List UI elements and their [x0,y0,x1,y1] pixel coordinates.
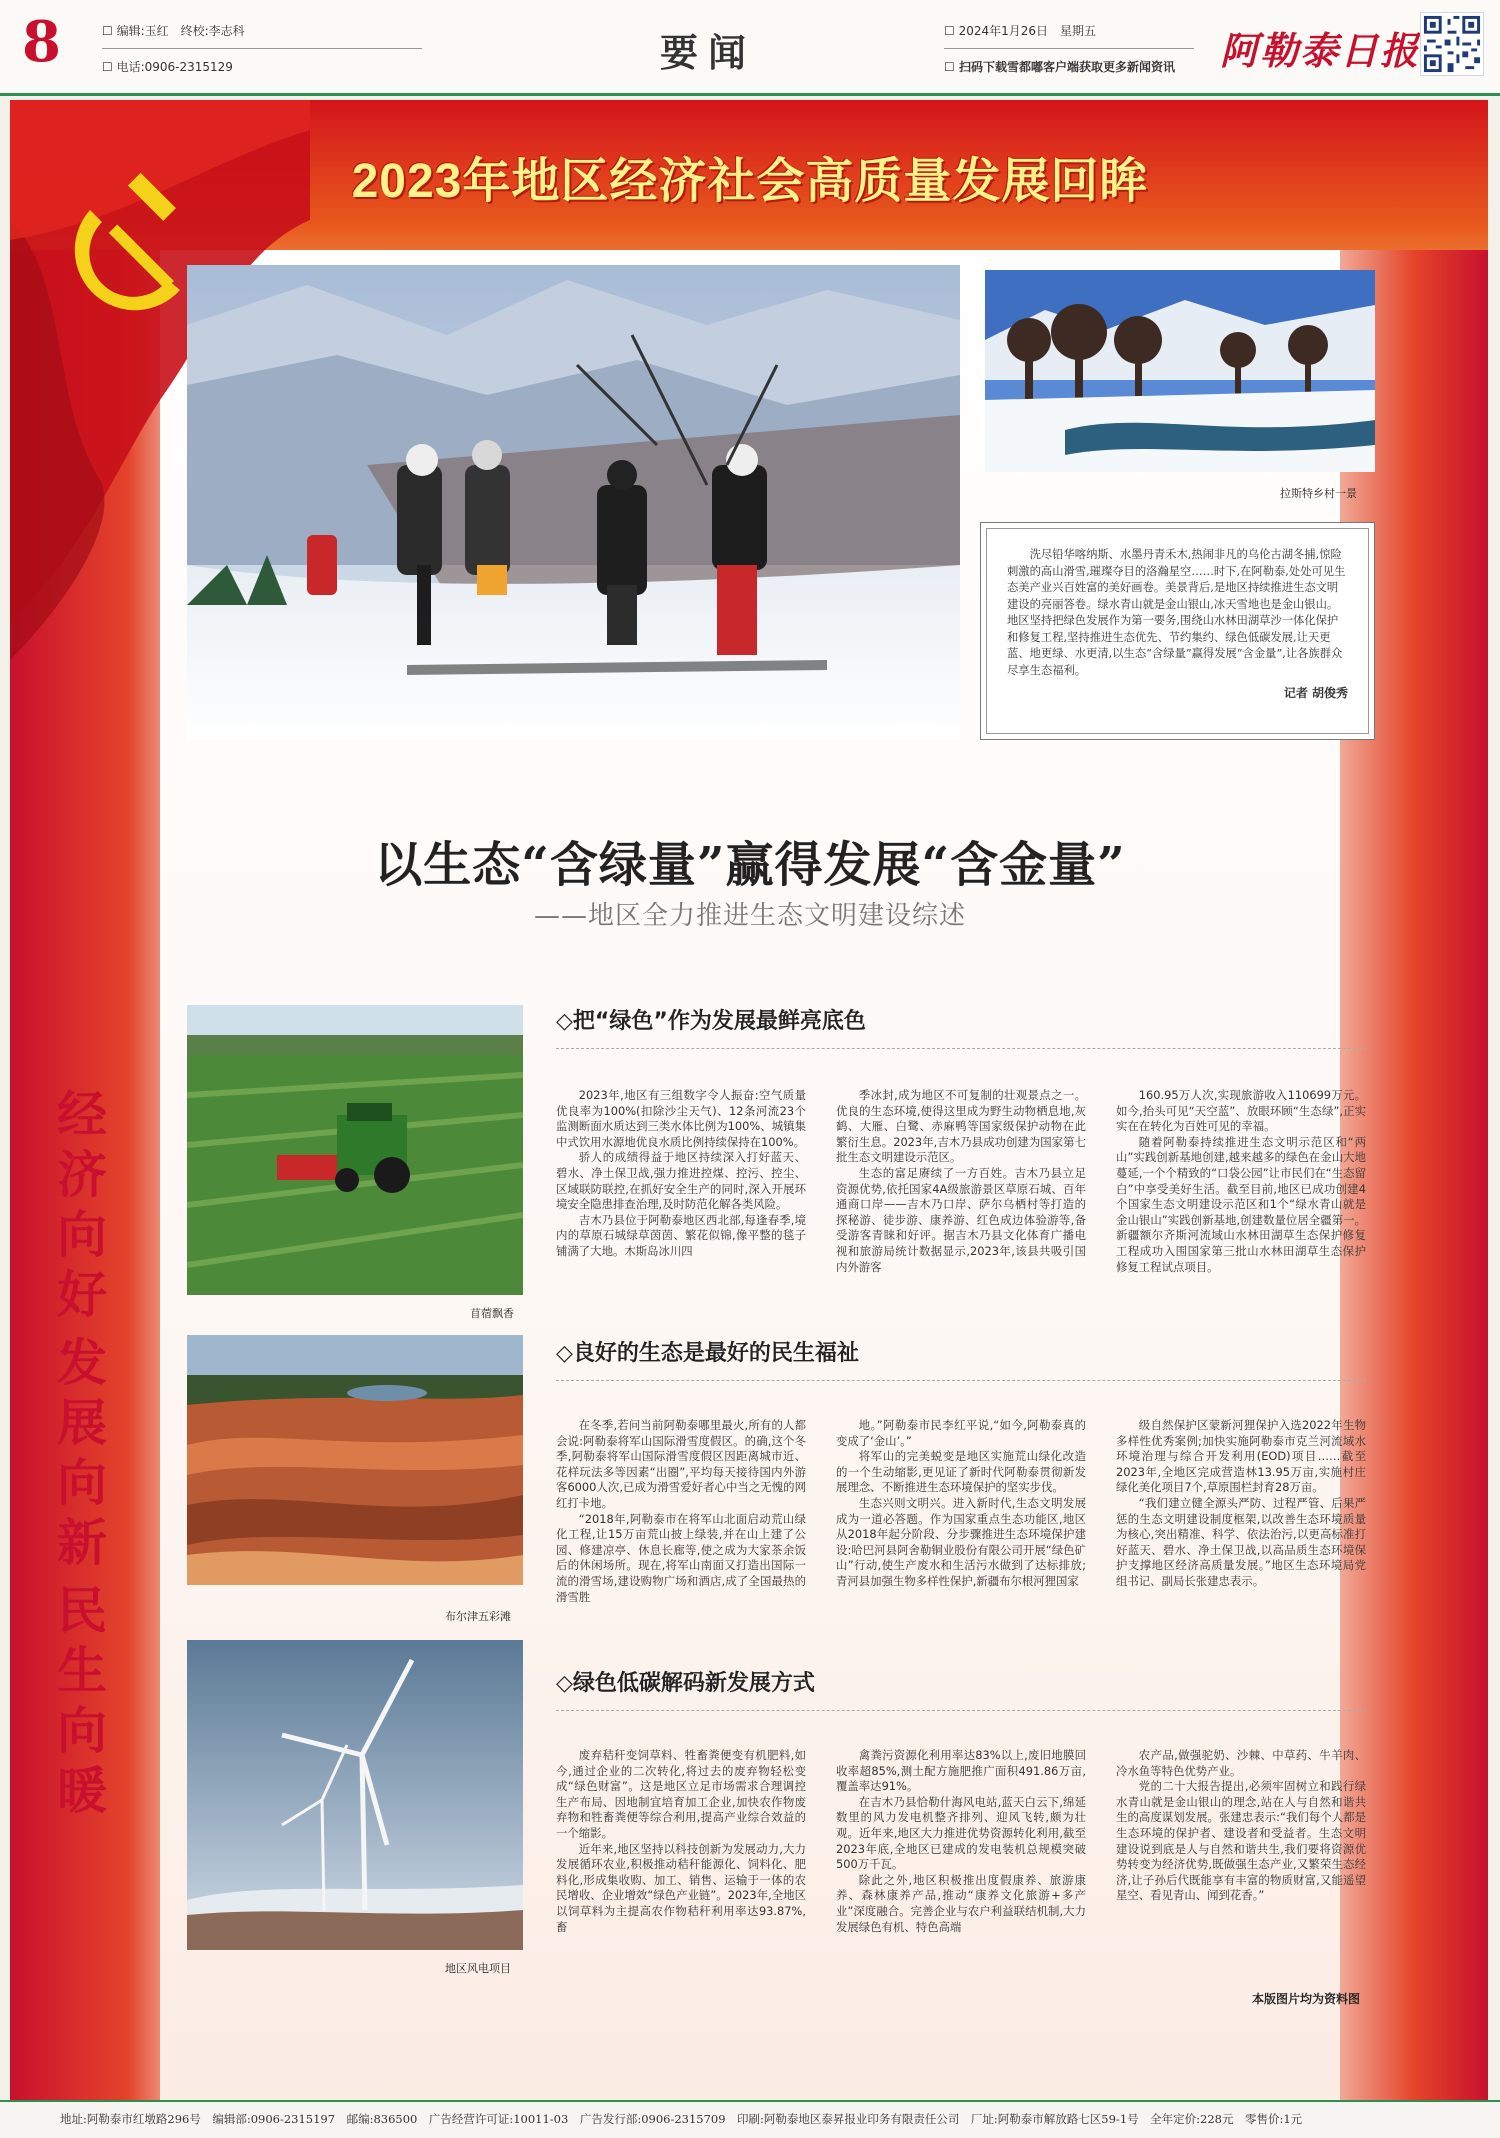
page-number: 8 [22,9,61,75]
section-3-column-2 [836,1748,1086,1973]
section-2-column-1 [556,1418,806,1643]
wind-farm-photo-caption: 地区风电项目 [445,1962,511,1975]
editor-phone: ☐ 电话:0906-2315129 [102,60,233,74]
ski-photo [187,265,960,740]
section-1-column-1 [556,1088,806,1298]
paragraph: 级自然保护区蒙新河狸保护入选2022年生物多样性优秀案例;加快实施阿勒泰市克兰河流域水环境治理与综合开发利用(EOD)项目……截至2023年,全地区完成营造林13.95万亩,实施村庄绿化美化项目7个,草原围栏封育28万亩。 [1116,1418,1366,1495]
app-promo[interactable]: ☐ 扫码下载雪都嘟客户端获取更多新闻资讯 [944,60,1175,74]
paragraph: 2023年,地区有三组数字令人振奋:空气质量优良率为100%(扣除沙尘天气)、12条河流23个监测断面水质达到三类水体比例为100%、城镇集中式饮用水源地优良水质比例持续保持在100%。 [556,1088,806,1149]
pasture-photo-caption: 苜蓿飘香 [470,1307,514,1320]
village-photo-caption: 拉斯特乡村一景 [1280,487,1357,500]
editor-info: ☐ 编辑:玉红 终校:李志科 [102,24,245,38]
intro-text: 洗尽铅华喀纳斯、水墨丹青禾木,热闹非凡的乌伦古湖冬捕,惊险刺激的高山滑雪,璀璨夺目的洛瀚星空……时下,在阿勒泰,处处可见生态美产业兴百姓富的美好画卷。美景背后,是地区持续推进生态文明建设的亮丽答卷。绿水青山就是金山银山,冰天雪地也是金山银山。地区坚持把绿色发展作为第一要务,围绕山水林田湖草沙一体化保护和修复工程,坚持推进生态优先、节约集约、绿色低碳发展,让天更蓝、地更绿、水更清,以生态“含绿量”赢得发展“含金量”,让各族群众尽享生态福利。 [1007,548,1346,677]
page-header [0,0,1500,96]
section-3-column-1 [556,1748,806,1973]
section-3-column-3 [1116,1748,1366,1973]
paragraph: 除此之外,地区积极推出度假康养、旅游康养、森林康养产品,推动“康养文化旅游+多产业”深度融合。完善企业与农户利益联结机制,大力发展绿色有机、特色高端 [836,1872,1086,1934]
paragraph: 骄人的成绩得益于地区持续深入打好蓝天、碧水、净土保卫战,强力推进控煤、控污、控尘、区域联防联控,在抓好安全生产的同时,深入开展环境安全隐患排查治理,及时防范化解各类风险。 [556,1150,806,1212]
colorful-beach-photo [187,1335,523,1585]
ski-photo-caption: 乐享滑雪 [890,726,934,739]
pasture-photo [187,1005,523,1295]
banner-title: 2023年地区经济社会高质量发展回眸 [351,155,1149,208]
paragraph: 季冰封,成为地区不可复制的壮观景点之一。优良的生态环境,使得这里成为野生动物栖息地,灰鹤、大雁、白鹭、赤麻鸭等国家级保护动物在此繁衍生息。2023年,吉木乃县成功创建为国家第七批生态文明建设示范区。 [836,1088,1086,1165]
section-title: 要闻 [660,30,757,75]
paragraph: 生态的富足赓续了一方百姓。吉木乃县立足资源优势,依托国家4A级旅游景区草原石城、百年通商口岸——吉木乃口岸、萨尔乌栖村等打造的探秘游、徒步游、康养游、红色成边体验游等,备受游客青睐和好评。据吉木乃县文化体育广播电视和旅游局统计数据显示,2023年,该县共吸引国内外游客 [836,1165,1086,1274]
paragraph: “我们建立健全源头严防、过程严管、后果严惩的生态文明建设制度框架,以改善生态环境质量为核心,突出精准、科学、依法治污,以更高标准打好蓝天、碧水、净土保卫战,以高品质生态环境保护支撑地区经济高质量发展。”地区生态环境局党组书记、副局长张建忠表示。 [1116,1495,1366,1588]
wind-farm-photo [187,1640,523,1950]
photo-credit: 本版图片均为资料图 [1252,1992,1361,2006]
paragraph: 禽粪污资源化利用率达83%以上,废旧地膜回收率超85%,测土配方施肥推广面积491.86万亩,覆盖率达91%。 [836,1748,1086,1794]
side-slogan: 经 济 向 好 发 展 向 新 民 生 向 暖 [57,1085,107,1820]
paragraph: 吉木乃县位于阿勒泰地区西北部,每逢春季,境内的草原石城绿草茵茵、繁花似锦,像平整的毯子铺满了大地。木斯岛冰川四 [556,1212,806,1258]
issue-date: ☐ 2024年1月26日 星期五 [944,24,1097,38]
intro-author: 记者 胡俊秀 [1283,686,1348,700]
page-footer: 地址:阿勒泰市红墩路296号 编辑部:0906-2315197 邮编:836500 广告经营许可证:10011-03 广告发行部:0906-2315709 印刷:阿勒泰地区泰昇报业印务有限责任公司 厂址:阿勒泰市解放路七区59-1号 全年定价:228元 零售价:1元 [0,2100,1500,2138]
section-heading-3: ◇绿色低碳解码新发展方式 [556,1671,815,1696]
paragraph: “2018年,阿勒泰市在将军山北面启动荒山绿化工程,让15万亩荒山披上绿装,并在山上建了公园、修建凉亭、休息长廊等,使之成为大家茶余饭后的休闲场所。现在,将军山南面又打造出国际一流的滑雪场,建设购物广场和酒店,成了全国最热的滑雪胜 [556,1511,806,1604]
paragraph: 160.95万人次,实现旅游收入110699万元。如今,抬头可见“天空蓝”、放眼环顾“生态绿”,正实实在在转化为百姓可见的幸福。 [1116,1088,1366,1134]
article-subheadline: ——地区全力推进生态文明建设综述 [533,901,966,931]
section-heading-2: ◇良好的生态是最好的民生福祉 [556,1341,859,1366]
section-1-column-2 [836,1088,1086,1298]
section-2-column-2 [836,1418,1086,1643]
section-1-column-3 [1116,1088,1366,1298]
intro-box [980,522,1375,740]
newspaper-logo: 阿勒泰日报 [1220,28,1421,73]
paragraph: 近年来,地区坚持以科技创新为发展动力,大力发展循环农业,积极推动秸秆能源化、饲料化、肥料化,形成集收购、加工、销售、运输于一体的农民增收、企业增效“绿色产业链”。2023年,全地区以饲草料为主提高农作物秸秆利用率达93.87%,畜 [556,1841,806,1934]
qr-code-icon[interactable] [1420,12,1484,76]
section-2-column-3 [1116,1418,1366,1643]
paragraph: 生态兴则文明兴。进入新时代,生态文明发展成为一道必答题。作为国家重点生态功能区,地区从2018年起分阶段、分步骤推进生态环境保护建设:哈巴河县阿舍勒铜业股份有限公司开展“绿色矿山”行动,使生产废水和生活污水做到了达标排放;青河县加强生物多样性保护,新疆布尔根河狸国家 [836,1495,1086,1588]
article-headline: 以生态“含绿量”赢得发展“含金量” [374,837,1126,893]
colorful-beach-photo-caption: 布尔津五彩滩 [445,1610,511,1623]
paragraph: 废弃秸秆变饲草料、牲畜粪便变有机肥料,如今,通过企业的二次转化,将过去的废弃物轻松变成“绿色财富”。这是地区立足市场需求合理调控生产布局、因地制宜培育加工企业,加快农作物废弃物和牲畜粪便等综合利用,提高产业综合效益的一个缩影。 [556,1748,806,1840]
paragraph: 党的二十大报告提出,必须牢固树立和践行绿水青山就是金山银山的理念,站在人与自然和谐共生的高度谋划发展。张建忠表示:“我们每个人都是生态环境的保护者、建设者和受益者。生态文明建设说到底是人与自然和谐共生,我们要将资源优势转变为经济优势,既做强生态产业,又繁荣生态经济,让子孙后代既能享有丰富的物质财富,又能遥望星空、看见青山、闻到花香。” [1116,1779,1366,1903]
paragraph: 在吉木乃县恰勒什海风电站,蓝天白云下,绵延数里的风力发电机整齐排列、迎风飞转,颇为壮观。近年来,地区大力推进优势资源转化利用,截至2023年底,全地区已建成的发电装机总规模突破500万千瓦。 [836,1794,1086,1872]
paragraph: 在冬季,若问当前阿勒泰哪里最火,所有的人都会说:阿勒泰将军山国际滑雪度假区。的确,这个冬季,阿勒泰将军山国际滑雪度假区因距离城市近、花样玩法多等因素“出圈”,平均每天接待国内外游客6000人次,已成为滑雪爱好者心中当之无愧的网红打卡地。 [556,1418,806,1510]
paragraph: 随着阿勒泰持续推进生态文明示范区和“两山”实践创新基地创建,越来越多的绿色在金山大地蔓延,一个个精致的“口袋公园”让市民们在“生态留白”中享受美好生活。截至目前,地区已成功创建4个国家生态文明建设示范区和1个“绿水青山就是金山银山”实践创新基地,创建数量位居全疆第一。新疆额尔齐斯河流域山水林田湖草生态保护修复工程成功入围国家第三批山水林田湖草生态保护修复工程试点项目。 [1116,1134,1366,1274]
paragraph: 农产品,做强驼奶、沙棘、中草药、牛羊肉、冷水鱼等特色优势产业。 [1116,1748,1366,1778]
village-photo [985,270,1375,472]
paragraph: 将军山的完美蜕变是地区实施荒山绿化改造的一个生动缩影,更见证了新时代阿勒泰贯彻新发展理念、不断推进生态环境保护的坚实步伐。 [836,1449,1086,1495]
section-heading-1: ◇把“绿色”作为发展最鲜亮底色 [556,1009,866,1034]
paragraph: 地。”阿勒泰市民李红平说,“如今,阿勒泰真的变成了‘金山’。” [836,1418,1086,1448]
